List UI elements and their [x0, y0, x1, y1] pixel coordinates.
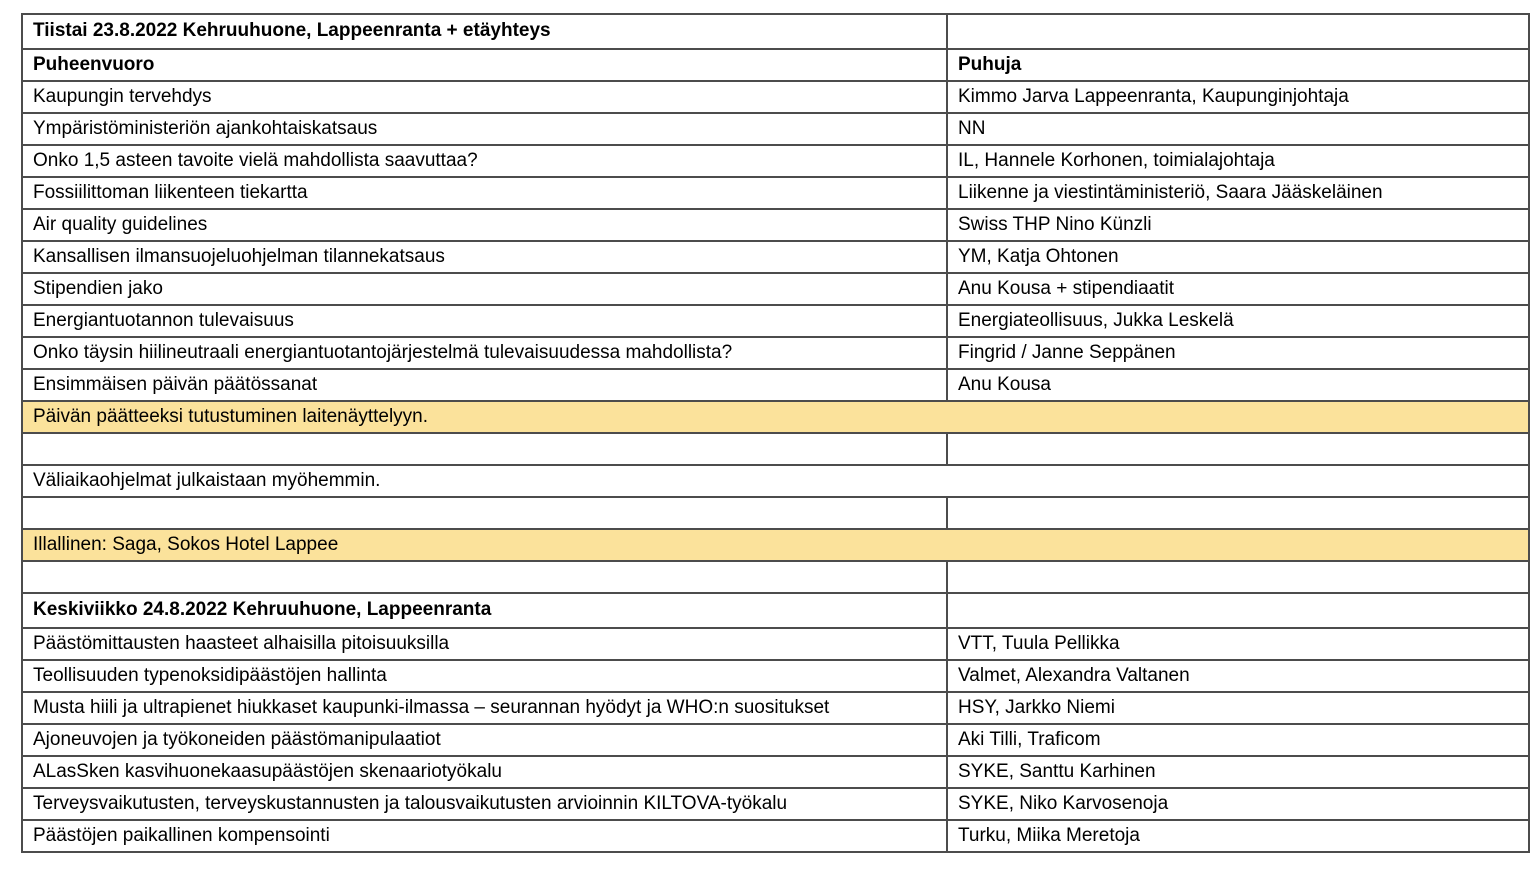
topic-cell: Kaupungin tervehdys: [22, 81, 947, 113]
speaker-cell: IL, Hannele Korhonen, toimialajohtaja: [947, 145, 1529, 177]
spacer-row: [22, 561, 1529, 593]
speaker-cell: Liikenne ja viestintäministeriö, Saara Jääskeläinen: [947, 177, 1529, 209]
interim-note: Väliaikaohjelmat julkaistaan myöhemmin.: [22, 465, 1529, 497]
table-row: [22, 724, 1529, 756]
exhibition-note-row: [22, 401, 1529, 433]
day1-title-row: [22, 14, 1529, 49]
empty-cell: [947, 561, 1529, 593]
empty-cell: [22, 497, 947, 529]
spacer-row: [22, 497, 1529, 529]
table-row: [22, 756, 1529, 788]
topic-cell: Onko täysin hiilineutraali energiantuotantojärjestelmä tulevaisuudessa mahdollista?: [22, 337, 947, 369]
speaker-cell: Anu Kousa: [947, 369, 1529, 401]
day2-title: Keskiviikko 24.8.2022 Kehruuhuone, Lappeenranta: [22, 593, 947, 628]
empty-cell: [947, 433, 1529, 465]
column-header-speaker: Puhuja: [947, 49, 1529, 81]
table-row: [22, 273, 1529, 305]
topic-cell: Energiantuotannon tulevaisuus: [22, 305, 947, 337]
dinner-note: Illallinen: Saga, Sokos Hotel Lappee: [22, 529, 1529, 561]
speaker-cell: Turku, Miika Meretoja: [947, 820, 1529, 852]
speaker-cell: SYKE, Niko Karvosenoja: [947, 788, 1529, 820]
speaker-cell: Valmet, Alexandra Valtanen: [947, 660, 1529, 692]
exhibition-note: Päivän päätteeksi tutustuminen laitenäyttelyyn.: [22, 401, 1529, 433]
speaker-cell: HSY, Jarkko Niemi: [947, 692, 1529, 724]
speaker-cell: YM, Katja Ohtonen: [947, 241, 1529, 273]
column-header-topic: Puheenvuoro: [22, 49, 947, 81]
table-row: [22, 81, 1529, 113]
empty-cell: [22, 561, 947, 593]
table-row: [22, 788, 1529, 820]
day2-title-row: [22, 593, 1529, 628]
topic-cell: Fossiilittoman liikenteen tiekartta: [22, 177, 947, 209]
empty-cell: [947, 497, 1529, 529]
speaker-cell: Energiateollisuus, Jukka Leskelä: [947, 305, 1529, 337]
empty-cell: [22, 433, 947, 465]
topic-cell: Ensimmäisen päivän päätössanat: [22, 369, 947, 401]
table-row: [22, 692, 1529, 724]
table-row: [22, 305, 1529, 337]
table-row: [22, 337, 1529, 369]
topic-cell: ALasSken kasvihuonekaasupäästöjen skenaariotyökalu: [22, 756, 947, 788]
topic-cell: Päästöjen paikallinen kompensointi: [22, 820, 947, 852]
topic-cell: Onko 1,5 asteen tavoite vielä mahdollista saavuttaa?: [22, 145, 947, 177]
empty-cell: [947, 14, 1529, 49]
day1-title: Tiistai 23.8.2022 Kehruuhuone, Lappeenranta + etäyhteys: [22, 14, 947, 49]
topic-cell: Stipendien jako: [22, 273, 947, 305]
table-row: [22, 660, 1529, 692]
column-header-row: [22, 49, 1529, 81]
speaker-cell: NN: [947, 113, 1529, 145]
speaker-cell: Anu Kousa + stipendiaatit: [947, 273, 1529, 305]
speaker-cell: SYKE, Santtu Karhinen: [947, 756, 1529, 788]
speaker-cell: Aki Tilli, Traficom: [947, 724, 1529, 756]
topic-cell: Kansallisen ilmansuojeluohjelman tilannekatsaus: [22, 241, 947, 273]
conference-agenda-table: [21, 13, 1530, 853]
interim-note-row: [22, 465, 1529, 497]
topic-cell: Musta hiili ja ultrapienet hiukkaset kaupunki-ilmassa – seurannan hyödyt ja WHO:n suositukset: [22, 692, 947, 724]
table-row: [22, 113, 1529, 145]
topic-cell: Terveysvaikutusten, terveyskustannusten ja talousvaikutusten arvioinnin KILTOVA-työkalu: [22, 788, 947, 820]
dinner-note-row: [22, 529, 1529, 561]
speaker-cell: Swiss THP Nino Künzli: [947, 209, 1529, 241]
table-row: [22, 820, 1529, 852]
topic-cell: Päästömittausten haasteet alhaisilla pitoisuuksilla: [22, 628, 947, 660]
topic-cell: Ympäristöministeriön ajankohtaiskatsaus: [22, 113, 947, 145]
speaker-cell: Kimmo Jarva Lappeenranta, Kaupunginjohtaja: [947, 81, 1529, 113]
table-row: [22, 209, 1529, 241]
speaker-cell: VTT, Tuula Pellikka: [947, 628, 1529, 660]
topic-cell: Air quality guidelines: [22, 209, 947, 241]
speaker-cell: Fingrid / Janne Seppänen: [947, 337, 1529, 369]
spacer-row: [22, 433, 1529, 465]
table-row: [22, 241, 1529, 273]
table-row: [22, 369, 1529, 401]
topic-cell: Teollisuuden typenoksidipäästöjen hallinta: [22, 660, 947, 692]
table-row: [22, 628, 1529, 660]
topic-cell: Ajoneuvojen ja työkoneiden päästömanipulaatiot: [22, 724, 947, 756]
table-row: [22, 145, 1529, 177]
empty-cell: [947, 593, 1529, 628]
table-row: [22, 177, 1529, 209]
